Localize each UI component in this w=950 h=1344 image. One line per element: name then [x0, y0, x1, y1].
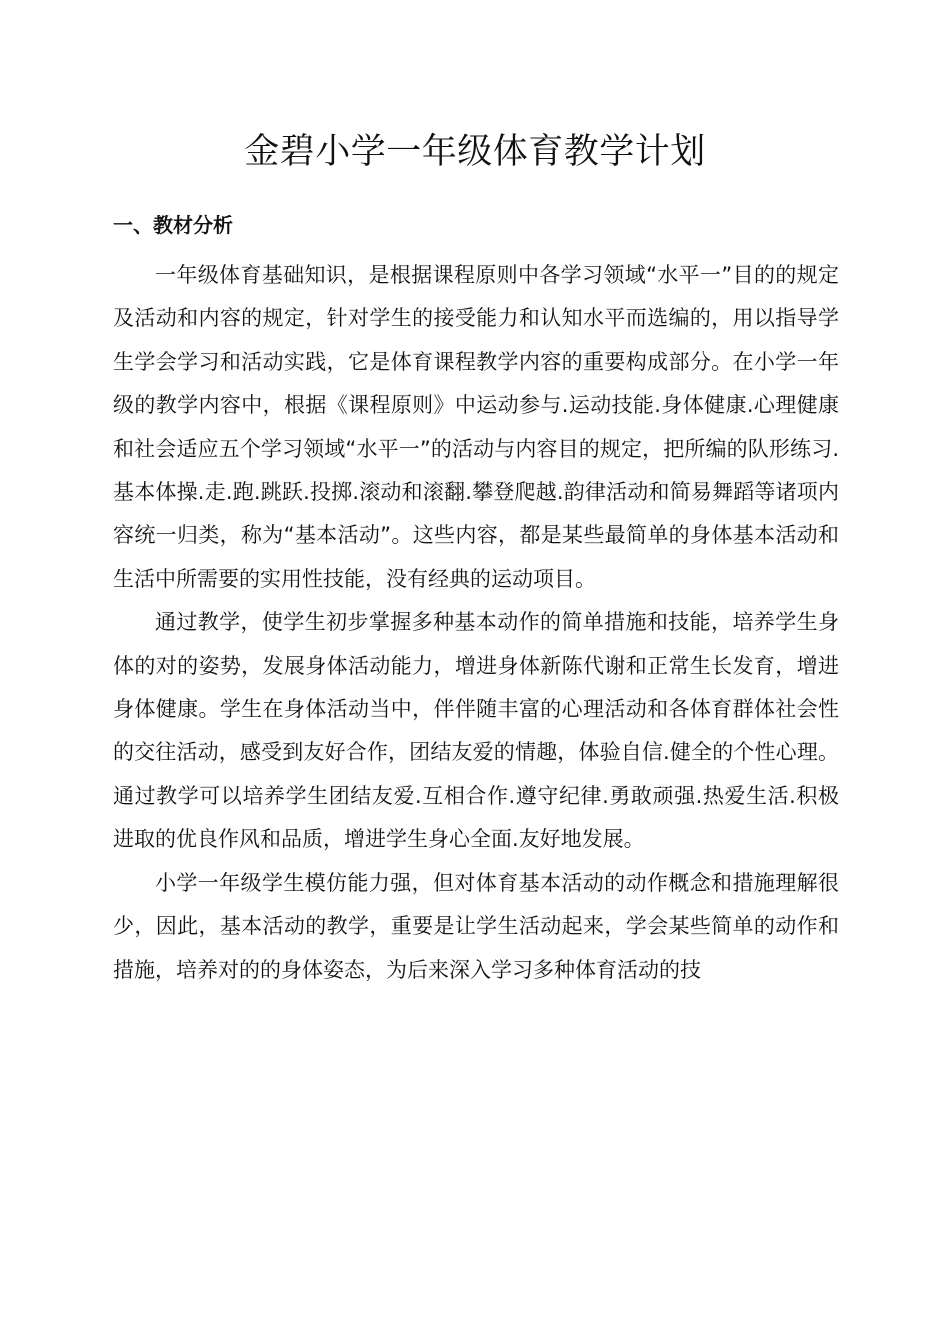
section-heading: 一、教材分析 — [113, 213, 233, 237]
paragraph-1: 一年级体育基础知识，是根据课程原则中各学习领域“水平一”目的的规定及活动和内容的规定，针对学生的接受能力和认知水平而选编的，用以指导学生学会学习和活动实践，它是体育课程教学内容的重要构成部分。在小学一年级的教学内容中，根据《课程原则》中运动参与.运动技能.身体健康.心理健康和社会适应五个学习领域“水平一”的活动与内容目的规定，把所编的队形练习.基本体操.走.跑.跳跃.投掷.滚动和滚翻.攀登爬越.韵律活动和简易舞蹈等诸项内容统一归类，称为“基本活动”。这些内容，都是某些最简单的身体基本活动和生活中所需要的实用性技能，没有经典的运动项目。 — [113, 263, 839, 591]
document-title: 金碧小学一年级体育教学计划 — [244, 132, 706, 172]
paragraph-2: 通过教学，使学生初步掌握多种基本动作的简单措施和技能，培养学生身体的对的姿势，发展身体活动能力，增进身体新陈代谢和正常生长发育，增进身体健康。学生在身体活动当中，伴伴随丰富的心理活动和各体育群体社会性的交往活动，感受到友好合作，团结友爱的情趣，体验自信.健全的个性心理。通过教学可以培养学生团结友爱.互相合作.遵守纪律.勇敢顽强.热爱生活.积极进取的优良作风和品质，增进学生身心全面.友好地发展。 — [113, 610, 839, 852]
paragraph-3: 小学一年级学生模仿能力强，但对体育基本活动的动作概念和措施理解很少，因此，基本活动的教学，重要是让学生活动起来，学会某些简单的动作和措施，培养对的的身体姿态，为后来深入学习多种体育活动的技 — [113, 870, 839, 982]
document-body — [113, 254, 839, 992]
